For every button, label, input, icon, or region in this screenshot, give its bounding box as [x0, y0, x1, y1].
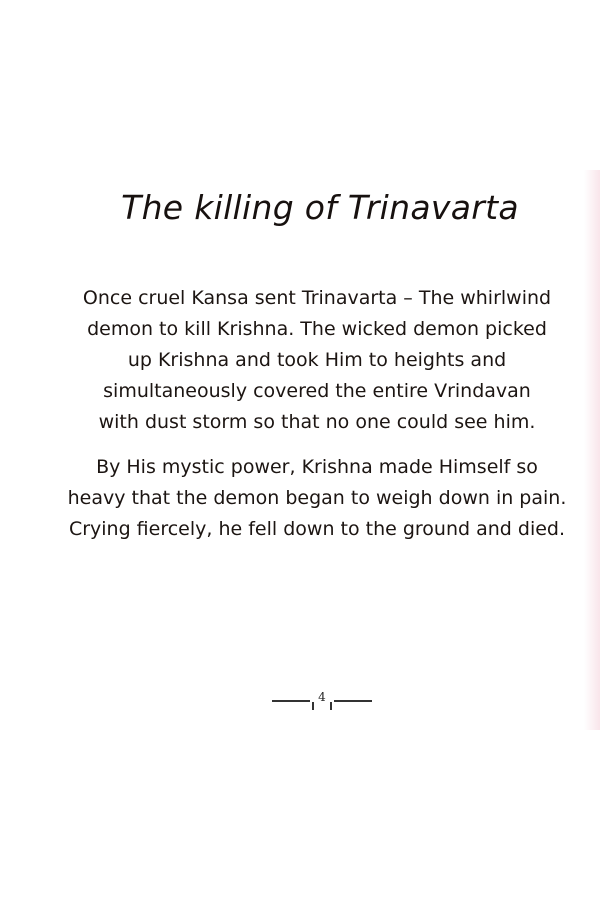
paragraph-line: demon to kill Krishna. The wicked demon picked — [87, 318, 547, 340]
page-number: 4 — [318, 690, 326, 704]
paragraph-line: Crying fiercely, he fell down to the ground and died. — [68, 518, 566, 540]
page-number-rule-right — [334, 700, 372, 702]
paragraph-line: By His mystic power, Krishna made Himself so — [96, 456, 538, 478]
page-number-bracket-right — [330, 702, 332, 710]
story-paragraph-2 — [22, 452, 600, 545]
page-number-ornament — [272, 690, 372, 710]
paragraph-line: up Krishna and took Him to heights and — [127, 349, 507, 371]
paragraph-line: heavy that the demon began to weigh down in pain. — [67, 487, 567, 509]
story-title: The killing of Trinavarta — [121, 188, 519, 227]
story-paragraph-1 — [22, 283, 600, 438]
paragraph-line: simultaneously covered the entire Vrindavan — [103, 380, 531, 402]
paragraph-line: with dust storm so that no one could see him. — [98, 411, 536, 433]
page-number-rule-left — [272, 700, 310, 702]
paragraph-line: Once cruel Kansa sent Trinavarta – The whirlwind — [82, 287, 552, 309]
